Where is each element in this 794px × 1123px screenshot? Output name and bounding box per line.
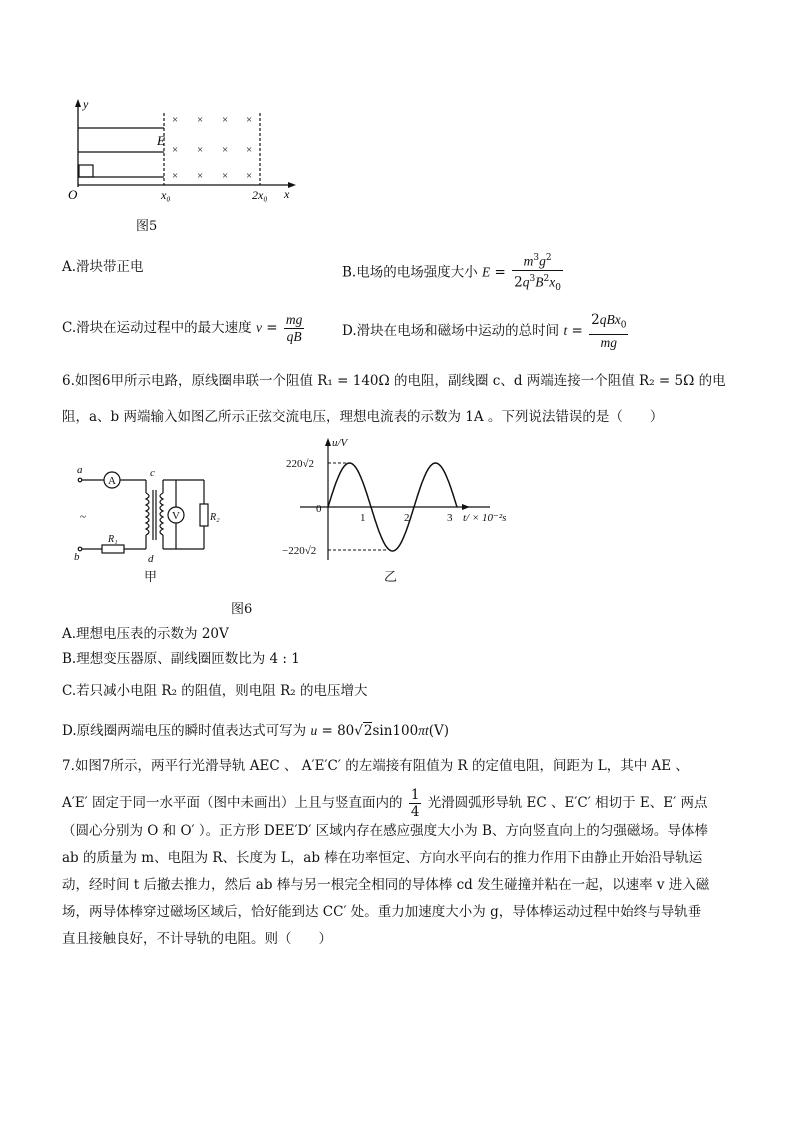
svg-text:×: × [197,114,204,126]
wave-y-axis-label: u/V [332,437,348,449]
ac-source-symbol: ~ [80,511,86,523]
q7-stem-line-7: 直且接触良好，不计导轨的电阻。则（ ） [62,931,332,947]
x0-label: x₀ [161,188,171,202]
q7-stem-line-3: （圆心分别为 O 和 O′ ）。正方形 DEE′D′ 区域内存在感应强度大小为 B、方向竖直向上的匀强磁场。导体棒 [62,823,708,839]
r1-label: R₁ [108,534,118,545]
q6-option-c: C.若只减小电阻 R₂ 的阻值，则电阻 R₂ 的电压增大 [62,683,368,699]
wave-y-top: 220√2 [286,458,315,470]
q6-option-d: D.原线圈两端电压的瞬时值表达式可写为 u = 80√2sin100πt(V) [62,723,449,739]
ammeter-label: A [108,475,116,487]
e-label: E [157,133,165,148]
svg-text:×: × [222,144,229,156]
terminal-c: c [150,467,155,479]
q7-stem-line-4: ab 的质量为 m、电阻为 R、长度为 L，ab 棒在功率恒定、方向水平向右的推力作用下由静止开始沿导轨运 [62,850,703,866]
svg-text:×: × [197,144,204,156]
x-axis-label: x [284,187,290,201]
svg-text:×: × [246,170,253,182]
wave-x-axis-label: t/ × 10⁻²s [463,512,507,524]
circuit-diagram [70,460,230,570]
q7-stem-line-2: A′E′ 固定于同一水平面（图中未画出）上且与竖直面内的 $\frac{1}{4}$ 光滑圆弧形导轨 EC 、E′C′ 相切于 E、E′ 两点 [62,787,708,820]
magnetic-field-crosses [172,114,252,182]
terminal-d: d [148,553,154,565]
svg-text:×: × [197,170,204,182]
origin-label: O [68,187,78,202]
svg-text:×: × [222,170,229,182]
q5-option-c: C.滑块在运动过程中的最大速度 v = $\frac{mg}{qB}$ [62,312,303,344]
wave-x-tick-3: 3 [447,512,453,524]
wave-x-tick-2: 2 [404,512,410,524]
q6-stem-line-1: 6.如图6甲所示电路，原线圈串联一个阻值 R₁ = 140Ω 的电阻，副线圈 c、d 两端连接一个阻值 R₂ = 5Ω 的电 [62,373,726,389]
voltmeter-label: V [172,510,180,522]
q6-stem-line-2: 阻，a、b 两端输入如图乙所示正弦交流电压，理想电流表的示数为 1A 。下列说法错误的是（ ） [62,409,664,425]
r2-label: R₂ [210,512,220,523]
wave-x-tick-1: 1 [360,512,366,524]
q5-option-a: A.滑块带正电 [62,259,144,275]
svg-text:×: × [172,170,179,182]
figure-5 [60,95,310,210]
q5-option-d: D.滑块在电场和磁场中运动的总时间 t = $\frac{2qBx_0}{mg}$ [342,312,627,350]
svg-text:×: × [172,114,179,126]
sub-caption-right: 乙 [384,570,398,585]
q7-stem-line-5: 动，经时间 t 后撤去推力，然后 ab 棒与另一根完全相同的导体棒 cd 发生碰撞并粘在一起，以速率 v 进入磁 [62,877,710,893]
figure-6-caption: 图6 [231,602,253,617]
q7-stem-line-6: 场，两导体棒穿过磁场区域后，恰好能到达 CC′ 处。重力加速度大小为 g，导体棒运动过程中始终与导轨垂 [62,904,702,920]
q7-stem-line-1: 7.如图7所示，两平行光滑导轨 AEC 、 A′E′C′ 的左端接有阻值为 R 的定值电阻，间距为 L，其中 AE 、 [62,758,689,774]
terminal-a: a [77,464,83,476]
svg-text:×: × [172,144,179,156]
terminal-b: b [74,551,80,563]
y-axis-label: y [83,97,89,111]
sub-caption-left: 甲 [144,570,158,585]
2x0-label: 2x₀ [252,188,268,202]
svg-text:×: × [246,114,253,126]
q6-option-b: B.理想变压器原、副线圈匝数比为 4 : 1 [62,651,300,667]
wave-y-bottom: −220√2 [282,545,317,557]
figure-5-caption: 图5 [136,219,158,234]
q5-option-b: B.电场的电场强度大小 E = $\frac{m^3g^2}{2q^3B^2x_0}$ [342,250,565,296]
q6-option-a: A.理想电压表的示数为 20V [62,626,229,642]
voltage-waveform-chart [280,432,510,567]
svg-text:×: × [246,144,253,156]
svg-text:×: × [222,114,229,126]
wave-origin: 0 [316,503,322,515]
